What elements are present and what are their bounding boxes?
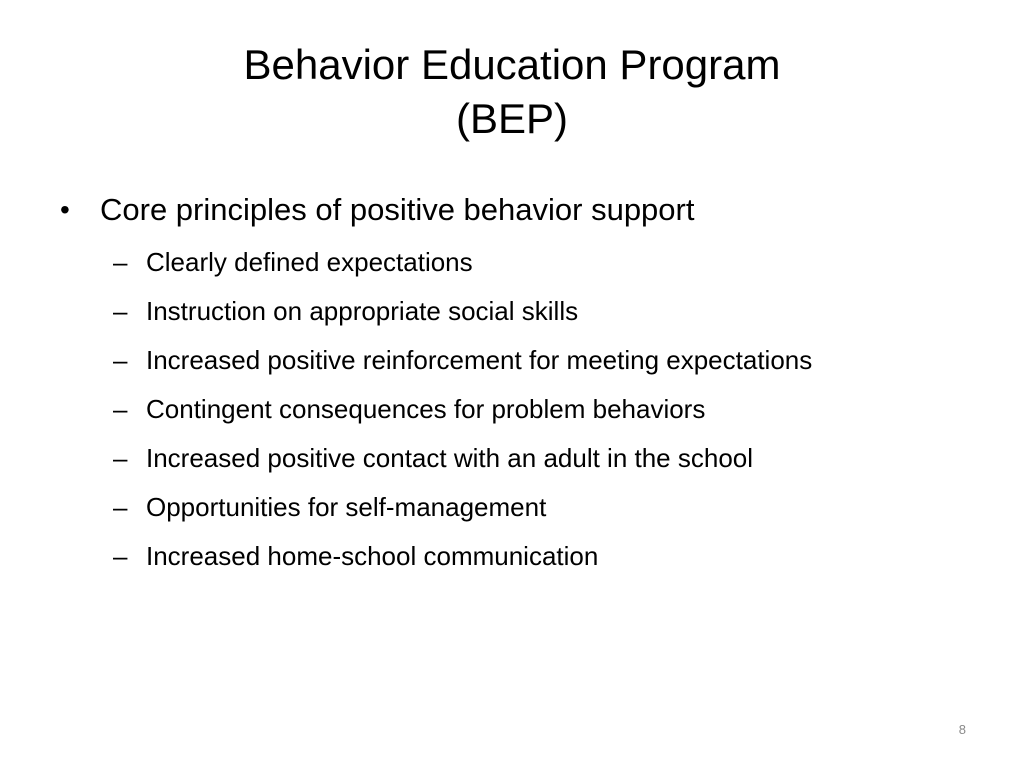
sub-bullet-item	[60, 287, 980, 336]
sub-bullet-item	[60, 385, 980, 434]
sub-bullet-item	[60, 238, 980, 287]
sub-bullet-text: Increased positive reinforcement for meeting expectations	[146, 345, 813, 375]
sub-bullet-item	[60, 336, 980, 385]
slide-title-line-2: (BEP)	[455, 95, 568, 142]
sub-bullet-text: Increased home-school communication	[146, 541, 599, 571]
sub-bullet-item	[60, 532, 980, 581]
bullet-item	[60, 186, 980, 234]
sub-bullet-list	[60, 238, 980, 581]
sub-bullet-text: Instruction on appropriate social skills	[146, 296, 579, 326]
sub-bullet-text: Contingent consequences for problem behaviors	[146, 394, 706, 424]
sub-bullet-item	[60, 434, 980, 483]
dash-icon: –	[113, 492, 128, 522]
dash-icon: –	[113, 394, 128, 424]
dash-icon: –	[113, 345, 128, 375]
slide-title	[0, 38, 1024, 146]
page-number: 8	[958, 722, 966, 737]
slide-title-line-1: Behavior Education Program	[243, 41, 781, 88]
bullet-icon: •	[60, 194, 70, 225]
sub-bullet-text: Clearly defined expectations	[146, 247, 473, 277]
bullet-text: Core principles of positive behavior support	[100, 192, 695, 227]
slide-body	[60, 186, 980, 581]
sub-bullet-text: Increased positive contact with an adult in the school	[146, 443, 754, 473]
sub-bullet-text: Opportunities for self-management	[146, 492, 547, 522]
dash-icon: –	[113, 247, 128, 277]
dash-icon: –	[113, 296, 128, 326]
dash-icon: –	[113, 541, 128, 571]
dash-icon: –	[113, 443, 128, 473]
sub-bullet-item	[60, 483, 980, 532]
